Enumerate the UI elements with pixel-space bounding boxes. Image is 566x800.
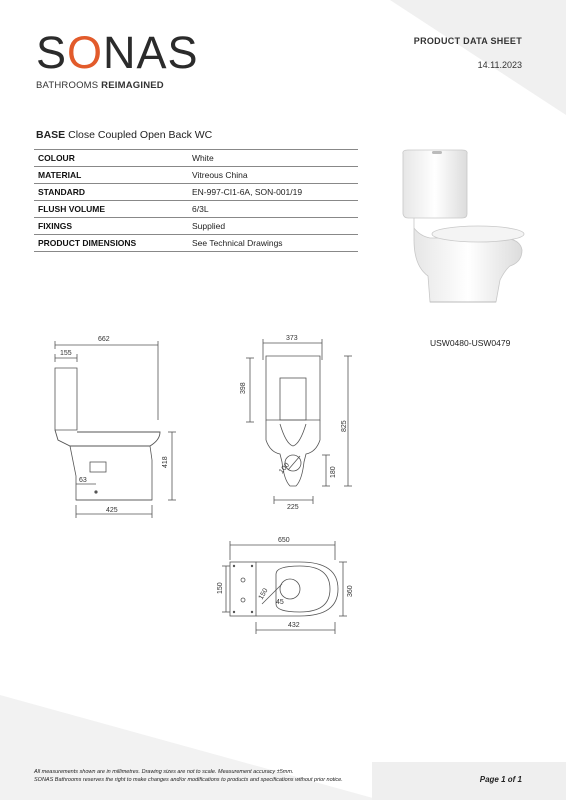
product-photo xyxy=(403,150,524,302)
product-title-rest: Close Coupled Open Back WC xyxy=(65,129,213,141)
dim-top-angle: 45 xyxy=(276,599,284,606)
spec-key: STANDARD xyxy=(34,184,188,201)
dim-front-total-height: 825 xyxy=(341,420,348,432)
dim-side-width: 662 xyxy=(98,336,110,343)
dim-top-base: 432 xyxy=(288,622,300,629)
spec-key: MATERIAL xyxy=(34,167,188,184)
spec-key: FIXINGS xyxy=(34,218,188,235)
front-view-drawing xyxy=(246,339,352,504)
product-code: USW0480-USW0479 xyxy=(430,338,511,348)
logo-letters-nas: NAS xyxy=(103,27,199,78)
logo-letter-s: S xyxy=(36,27,68,78)
dim-side-outlet: 63 xyxy=(79,477,87,484)
dim-top-left: 150 xyxy=(217,582,224,594)
spec-value: White xyxy=(188,150,358,167)
dim-side-base: 425 xyxy=(106,507,118,514)
footnote-line-1: All measurements shown are in millimetres. Drawing sizes are not to scale. Measurement accuracy ±5mm. xyxy=(34,769,294,775)
dim-front-tank-height: 398 xyxy=(240,382,247,394)
dim-side-tank: 155 xyxy=(60,350,72,357)
footnote xyxy=(34,768,343,785)
sheet-title: PRODUCT DATA SHEET xyxy=(413,36,522,46)
dim-side-height: 418 xyxy=(162,456,169,468)
spec-key: COLOUR xyxy=(34,150,188,167)
spec-key: PRODUCT DIMENSIONS xyxy=(34,235,188,252)
dim-front-pan: 180 xyxy=(330,466,337,478)
footnote-line-2: SONAS Bathrooms reserves the right to make changes and/or modifications to products and specifications without prior notice. xyxy=(34,777,343,784)
dim-top-length: 650 xyxy=(278,537,290,544)
product-title-bold: BASE xyxy=(36,129,66,141)
side-view-drawing xyxy=(55,341,176,518)
spec-value: EN-997-CI1-6A, SON-001/19 xyxy=(188,184,358,201)
spec-value: Supplied xyxy=(188,218,358,235)
sheet-date: 14.11.2023 xyxy=(477,60,522,70)
spec-value: Vitreous China xyxy=(188,167,358,184)
dim-front-width: 373 xyxy=(286,335,298,342)
tagline-plain: BATHROOMS xyxy=(36,80,102,91)
page-number: Page 1 of 1 xyxy=(479,775,522,784)
dim-top-center: 150 xyxy=(257,587,270,601)
logo-letter-o: O xyxy=(67,27,104,78)
dim-top-width: 360 xyxy=(347,585,354,597)
spec-value: See Technical Drawings xyxy=(188,235,358,252)
top-view-drawing xyxy=(222,541,347,634)
spec-key: FLUSH VOLUME xyxy=(34,201,188,218)
spec-value: 6/3L xyxy=(188,201,358,218)
dim-front-base: 225 xyxy=(287,504,299,511)
tagline-bold: REIMAGINED xyxy=(101,80,164,91)
dim-front-circle: 100 xyxy=(278,461,292,476)
